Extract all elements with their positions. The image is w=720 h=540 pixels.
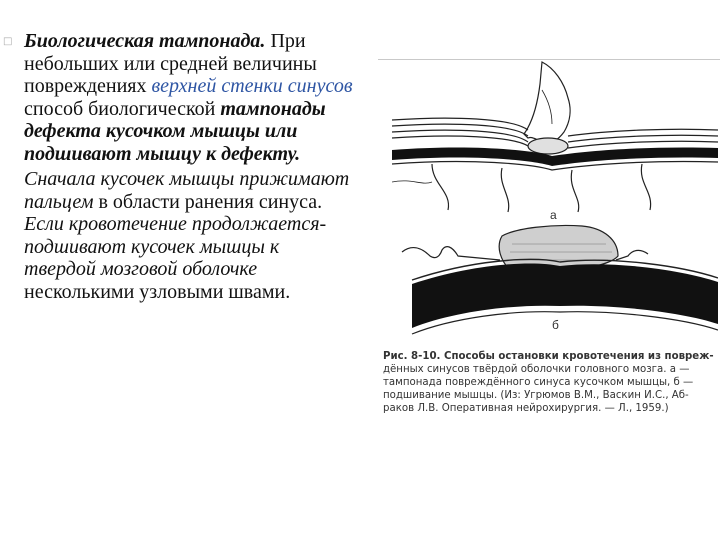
paragraph-procedure <box>24 168 354 303</box>
paragraph-biological-tamponade <box>24 30 354 165</box>
figure-caption <box>383 350 719 415</box>
figure-label-a: а <box>550 208 557 222</box>
paragraph2-part3: Если кровотечение продолжается- подшивают кусочек мышцы к твердой мозговой оболочке <box>24 213 327 280</box>
slide-text <box>24 30 354 306</box>
figure-b-suture <box>402 225 718 334</box>
figure-label-b: б <box>552 318 559 332</box>
paragraph1-text-part1: При небольших или средней величины повреждениях <box>24 30 317 97</box>
link-upper-sinus-wall[interactable]: верхней стенки синусов <box>151 75 353 97</box>
caption-line: дённых синусов твёрдой оболочки головного мозга. а — <box>383 364 690 375</box>
slide-corner-mark: □ <box>3 36 13 47</box>
caption-line: тампонада повреждённого синуса кусочком мышцы, б — <box>383 377 694 388</box>
surgery-illustration <box>392 60 718 340</box>
paragraph2-part4: несколькими узловыми швами. <box>24 280 291 303</box>
muscle-piece-a <box>528 138 568 154</box>
finger-outline <box>524 62 570 143</box>
paragraph2-part2: в области ранения синуса. <box>93 190 323 213</box>
dura-layer-b <box>412 263 718 328</box>
caption-line: Рис. 8-10. Способы остановки кровотечения из повреж- <box>383 351 714 362</box>
term-biological-tamponade: Биологическая тампонада. <box>24 30 266 52</box>
paragraph2-part1: Сначала кусочек мышцы прижимают пальцем <box>24 168 350 213</box>
paragraph1-text-part2: способ биологической <box>24 97 221 120</box>
suture-thread-right <box>616 250 648 260</box>
figure-a-tamponade <box>392 62 718 212</box>
paragraph1-italic-text: тампонады дефекта кусочком мышцы или подшивают мышцу к дефекту. <box>24 97 326 165</box>
caption-line: раков Л.В. Оперативная нейрохирургия. — Л., 1959.) <box>383 403 669 414</box>
suture-thread-left <box>402 247 500 260</box>
caption-line: подшивание мышцы. (Из: Угрюмов В.М., Васкин И.С., Аб- <box>383 390 689 401</box>
